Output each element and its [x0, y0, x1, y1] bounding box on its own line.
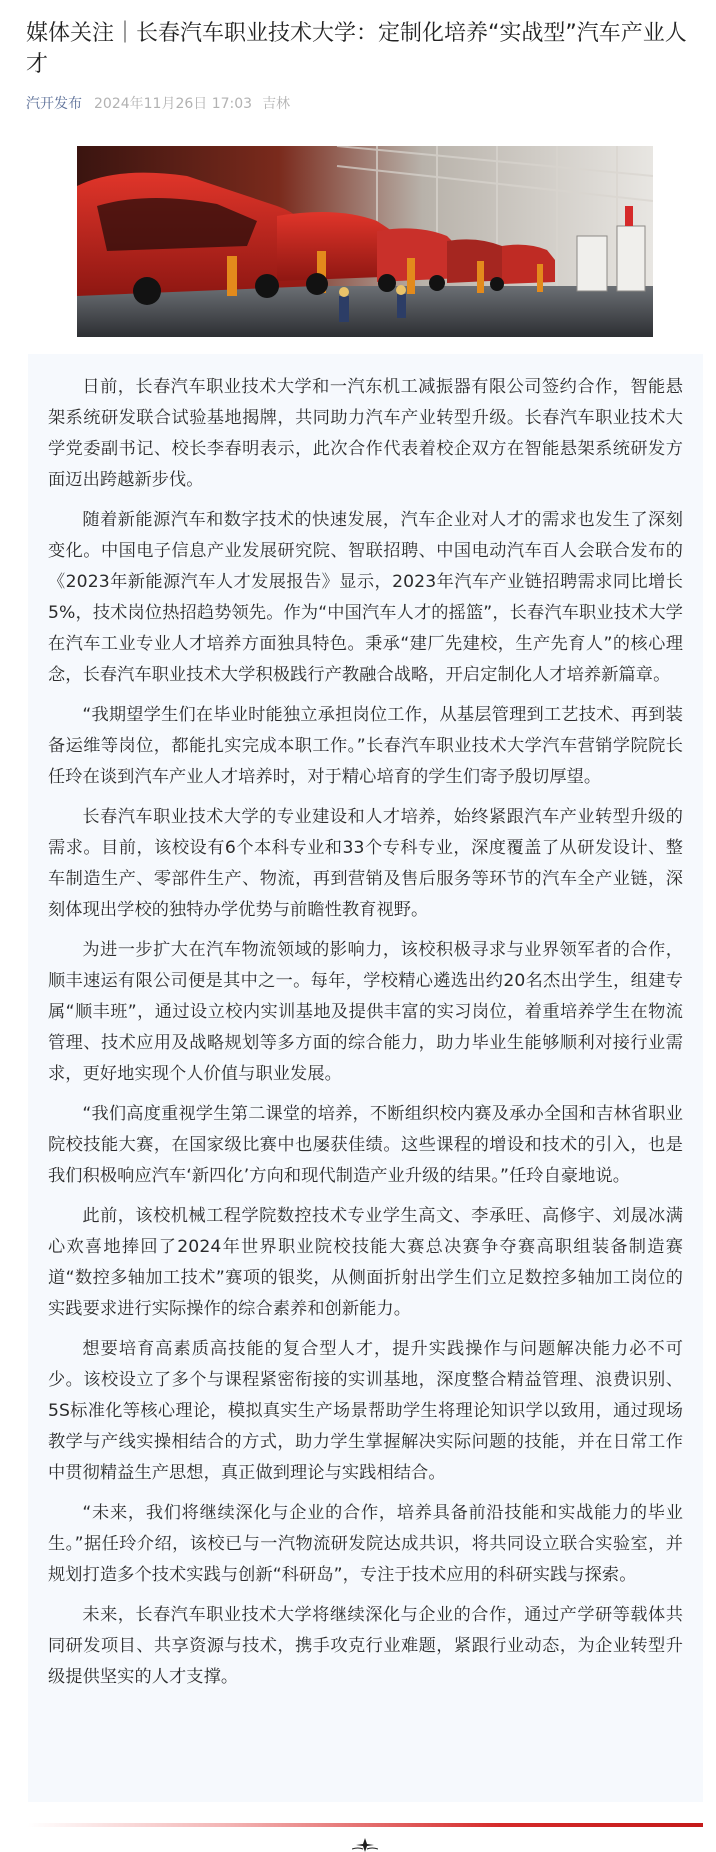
paragraph: 日前，长春汽车职业技术大学和一汽东机工减振器有限公司签约合作，智能悬架系统研发联合试验基地揭牌，共同助力汽车产业转型升级。长春汽车职业技术大学党委副书记、校长李春明表示，此次合作代表着校企双方在智能悬架系统研发方面迈出跨越新步伐。 [48, 377, 683, 490]
hero-image [77, 146, 653, 337]
paragraph: “我们高度重视学生第二课堂的培养，不断组织校内赛及承办全国和吉林省职业院校技能大赛，在国家级比赛中也屡获佳绩。这些课程的增设和技术的引入，也是我们积极响应汽车‘新四化’方向和现代制造产业升级的结果。”任玲自豪地说。 [48, 1104, 683, 1186]
footer-divider [28, 1823, 703, 1827]
article-meta [26, 94, 290, 114]
publish-location: 吉林 [262, 96, 291, 112]
paragraph: 为进一步扩大在汽车物流领域的影响力，该校积极寻求与业界领军者的合作，顺丰速运有限公司便是其中之一。每年，学校精心遴选出约20名杰出学生，组建专属“顺丰班”，通过设立校内实训基地及提供丰富的实习岗位，着重培养学生在物流管理、技术应用及战略规划等多方面的综合能力，助力毕业生能够顺利对接行业需求，更好地实现个人价值与职业发展。 [48, 940, 683, 1084]
account-name-link[interactable]: 汽开发布 [26, 96, 82, 112]
article-body [28, 354, 703, 1802]
paragraph: 想要培育高素质高技能的复合型人才，提升实践操作与问题解决能力必不可少。该校设立了多个与课程紧密衔接的实训基地，深度整合精益管理、浪费识别、5S标准化等核心理论，模拟真实生产场景帮助学生将理论知识学以致用，通过现场教学与产线实操相结合的方式，助力学生掌握解决实际问题的技能，并在日常工作中贯彻精益生产思想，真正做到理论与实践相结合。 [48, 1339, 683, 1483]
paragraph: 长春汽车职业技术大学的专业建设和人才培养，始终紧跟汽车产业转型升级的需求。目前，该校设有6个本科专业和33个专科专业，深度覆盖了从研发设计、整车制造生产、零部件生产、物流，再到营销及售后服务等环节的汽车全产业链，深刻体现出学校的独特办学优势与前瞻性教育视野。 [48, 807, 683, 920]
paragraph: “未来，我们将继续深化与企业的合作，培养具备前沿技能和实战能力的毕业生。”据任玲介绍，该校已与一汽物流研发院达成共识，将共同设立联合实验室，并规划打造多个技术实践与创新“科研岛”，专注于技术应用的科研实践与探索。 [48, 1503, 683, 1585]
footer-ornament-icon [352, 1837, 378, 1852]
paragraph: 随着新能源汽车和数字技术的快速发展，汽车企业对人才的需求也发生了深刻变化。中国电子信息产业发展研究院、智联招聘、中国电动汽车百人会联合发布的《2023年新能源汽车人才发展报告》显示，2023年汽车产业链招聘需求同比增长5%，技术岗位热招趋势领先。作为“中国汽车人才的摇篮”，长春汽车职业技术大学在汽车工业专业人才培养方面独具特色。秉承“建厂先建校，生产先育人”的核心理念，长春汽车职业技术大学积极践行产教融合战略，开启定制化人才培养新篇章。 [48, 510, 683, 685]
publish-datetime: 2024年11月26日 17:03 [94, 96, 253, 112]
paragraph: 未来，长春汽车职业技术大学将继续深化与企业的合作，通过产学研等载体共同研发项目、共享资源与技术，携手攻克行业难题，紧跟行业动态，为企业转型升级提供坚实的人才支撑。 [48, 1605, 683, 1687]
article-title: 媒体关注｜长春汽车职业技术大学：定制化培养“实战型”汽车产业人才 [26, 21, 687, 77]
paragraph: “我期望学生们在毕业时能独立承担岗位工作，从基层管理到工艺技术、再到装备运维等岗位，都能扎实完成本职工作。”长春汽车职业技术大学汽车营销学院院长任玲在谈到汽车产业人才培养时，对于精心培育的学生们寄予殷切厚望。 [48, 705, 683, 787]
paragraph: 此前，该校机械工程学院数控技术专业学生高文、李承旺、高修宇、刘晟冰满心欢喜地捧回了2024年世界职业院校技能大赛总决赛争夺赛高职组装备制造赛道“数控多轴加工技术”赛项的银奖，从侧面折射出学生们立足数控多轴加工岗位的实践要求进行实际操作的综合素养和创新能力。 [48, 1206, 683, 1319]
